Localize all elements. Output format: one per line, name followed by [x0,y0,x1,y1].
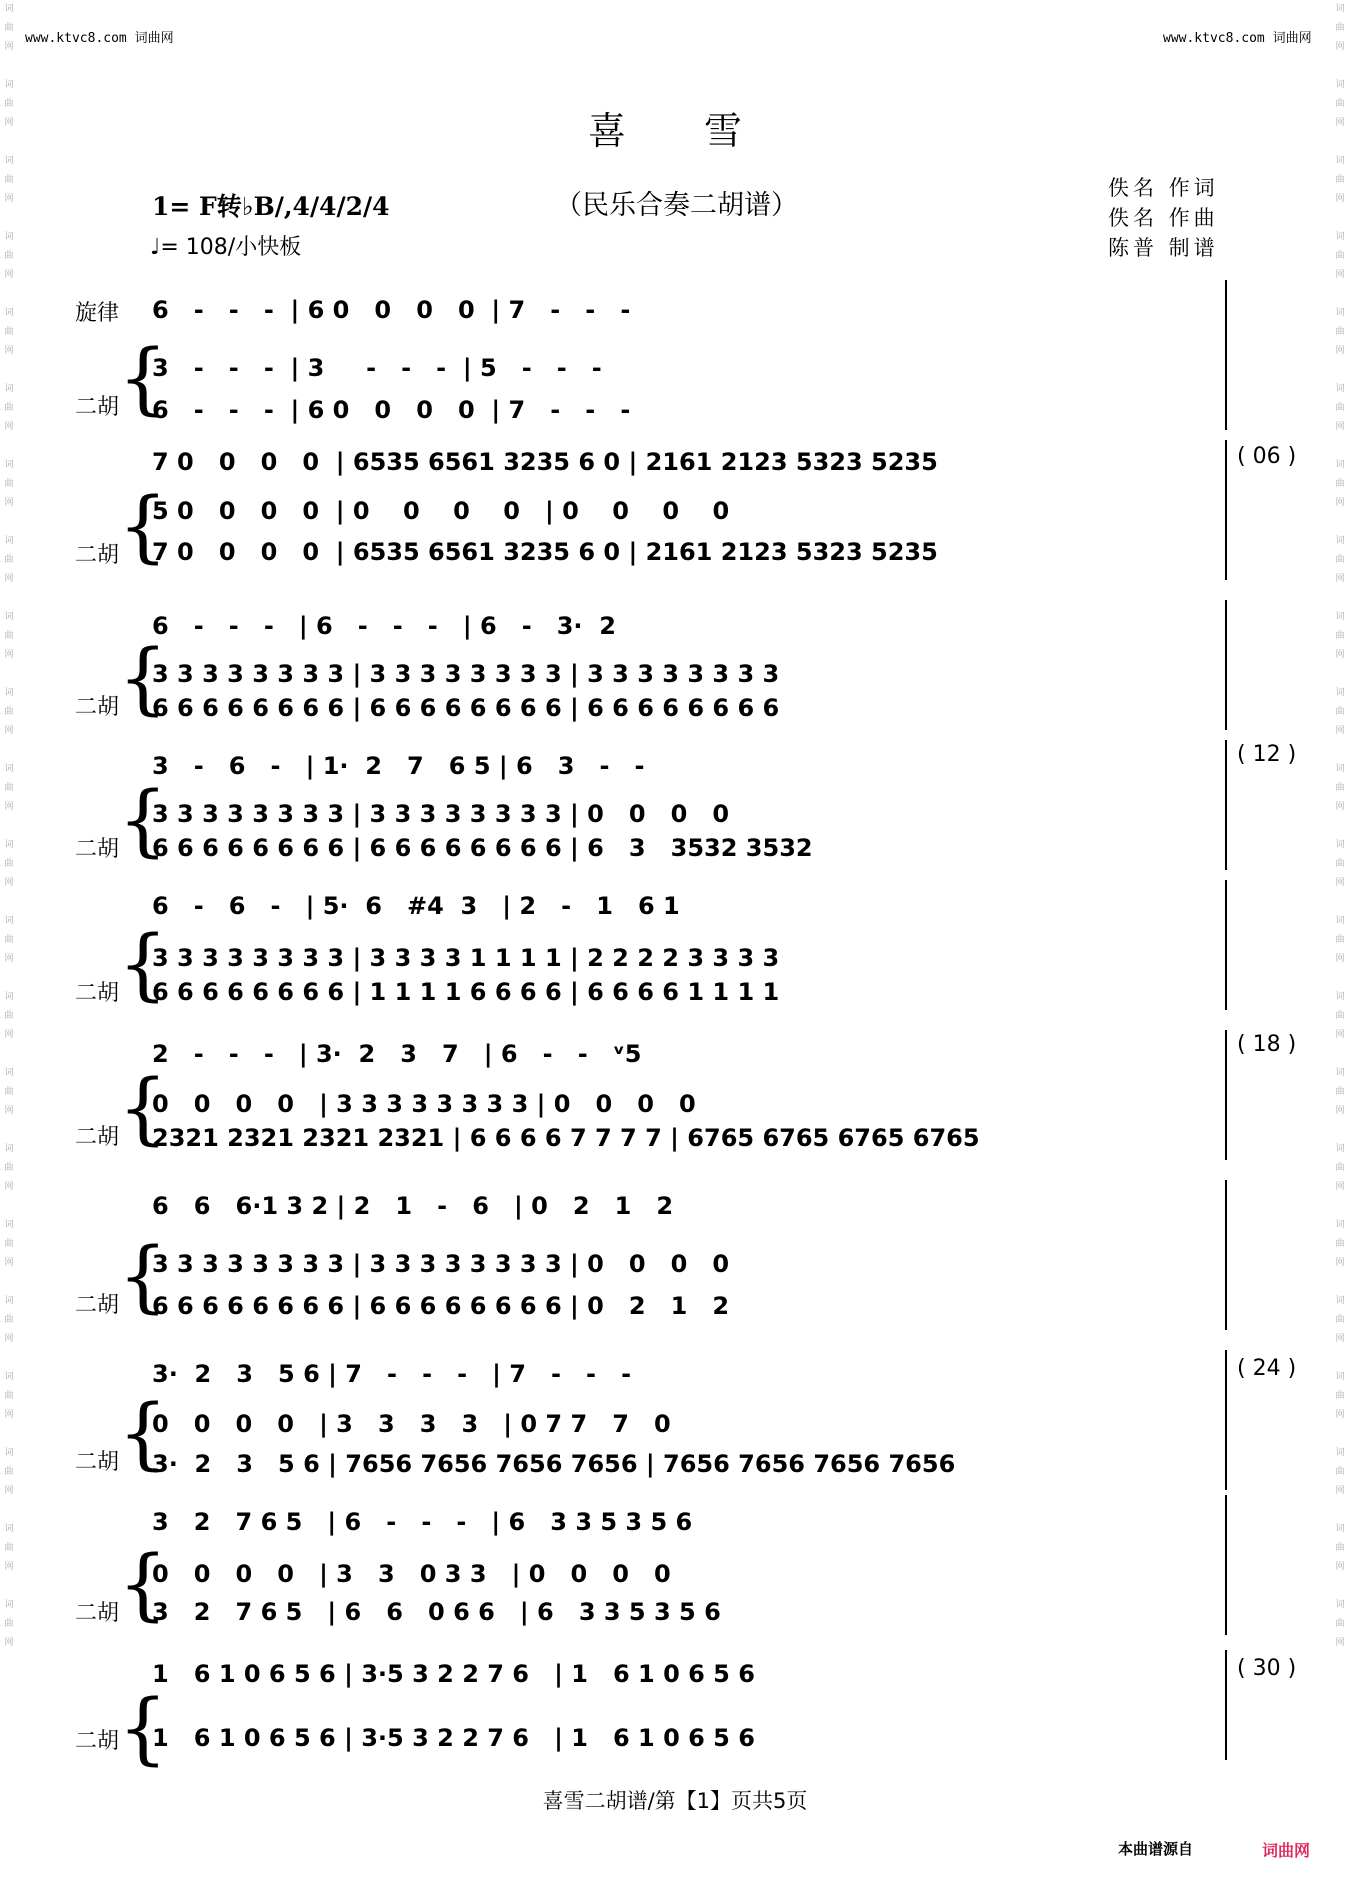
measure-number: ( 12 ) [1237,742,1297,767]
erhu-lower-row: 6 6 6 6 6 6 6 6 | 1 1 1 1 6 6 6 6 | 6 6 6 6 1 1 1 1 [152,978,780,1006]
measure-number: ( 06 ) [1237,444,1297,469]
final-barline [1225,880,1227,1010]
melody-row: 3 - 6 - | 1· 2 7 6 5 | 6 3 - - [152,752,645,780]
melody-row: 6 - - - | 6 - - - | 6 - 3· 2 [152,612,616,640]
measure-number: ( 24 ) [1237,1356,1297,1381]
erhu-label: 二胡 [75,1293,120,1318]
measure-number: ( 30 ) [1237,1656,1297,1681]
staff-brace: { [118,1389,168,1479]
erhu-label: 二胡 [75,981,120,1006]
measure-number: ( 18 ) [1237,1032,1297,1057]
final-barline [1225,1650,1227,1760]
staff-brace: { [118,1684,168,1774]
erhu-lower-row: 3· 2 3 5 6 | 7656 7656 7656 7656 | 7656 7656 7656 7656 [152,1450,956,1478]
final-barline [1225,280,1227,430]
erhu-lower-row: 7 0 0 0 0 | 6535 6561 3235 6 0 | 2161 2123 5323 5235 [152,538,938,566]
final-barline [1225,740,1227,870]
staff-brace: { [118,920,168,1010]
erhu-label: 二胡 [75,1450,120,1475]
erhu-lower-row: 6 6 6 6 6 6 6 6 | 6 6 6 6 6 6 6 6 | 6 3 3532 3532 [152,834,813,862]
erhu-upper-row: 0 0 0 0 | 3 3 3 3 3 3 3 3 | 0 0 0 0 [152,1090,696,1118]
staff-brace: { [118,1540,168,1630]
melody-row: 6 - - - | 6 0 0 0 0 | 7 - - - [152,296,631,324]
erhu-label: 二胡 [75,395,120,420]
erhu-label: 二胡 [75,837,120,862]
page-info: 喜雪二胡谱/第【1】页共5页 [542,1789,808,1813]
final-barline [1225,600,1227,730]
source-logo[interactable]: 词曲网 [1262,1841,1311,1860]
staff-brace: { [118,482,168,572]
staff-brace: { [118,1232,168,1322]
erhu-upper-row: 0 0 0 0 | 3 3 0 3 3 | 0 0 0 0 [152,1560,671,1588]
lyricist-credit: 佚名 作词 [1108,176,1219,200]
final-barline [1225,1495,1227,1635]
final-barline [1225,1350,1227,1490]
melody-row: 6 - 6 - | 5· 6 #4 3 | 2 - 1 6 1 [152,892,680,920]
melody-row: 2 - - - | 3· 2 3 7 | 6 - - ᵛ5 [152,1040,642,1068]
erhu-label: 二胡 [75,1729,120,1754]
erhu-label: 二胡 [75,695,120,720]
erhu-upper-row: 5 0 0 0 0 | 0 0 0 0 | 0 0 0 0 [152,497,730,525]
score-subtitle: （民乐合奏二胡谱） [555,190,798,221]
melody-row: 3 2 7 6 5 | 6 - - - | 6 3 3 5 3 5 6 [152,1508,693,1536]
erhu-upper-row: 3 3 3 3 3 3 3 3 | 3 3 3 3 3 3 3 3 | 3 3 3 3 3 3 3 3 [152,660,780,688]
erhu-label: 二胡 [75,1125,120,1150]
score-title: 喜 雪 [587,109,762,153]
staff-brace: { [118,334,168,424]
erhu-upper-row: 0 0 0 0 | 3 3 3 3 | 0 7 7 7 0 [152,1410,671,1438]
erhu-label: 二胡 [75,1601,120,1626]
melody-label: 旋律 [75,301,120,326]
melody-row: 6 6 6·1 3 2 | 2 1 - 6 | 0 2 1 2 [152,1192,674,1220]
key-signature: 1= F转♭B/,4/4/2/4 [152,192,390,221]
staff-brace: { [118,634,168,724]
tempo-marking: ♩= 108/小快板 [150,235,302,260]
side-watermark-right: 词 曲 网 词 曲 网 词 曲 网 词 曲 网 词 曲 网 词 曲 网 词 曲 网 词 曲 网 词 曲 网 词 曲 网 词 曲 网 词 曲 网 词 曲 网 词 曲 网 词 曲 网 词 曲 网 词 曲 网 词 曲 网 词 曲 网 词 曲 网 词 曲 网 词 曲 网 [1335,4,1345,1648]
erhu-upper-row: 3 3 3 3 3 3 3 3 | 3 3 3 3 3 3 3 3 | 0 0 0 0 [152,800,730,828]
erhu-lower-row: 6 6 6 6 6 6 6 6 | 6 6 6 6 6 6 6 6 | 0 2 1 2 [152,1292,730,1320]
erhu-lower-row: 6 - - - | 6 0 0 0 0 | 7 - - - [152,396,631,424]
arranger-credit: 陈普 制谱 [1108,236,1219,260]
erhu-label: 二胡 [75,543,120,568]
erhu-upper-row: 3 - - - | 3 - - - | 5 - - - [152,354,602,382]
erhu-lower-row: 2321 2321 2321 2321 | 6 6 6 6 7 7 7 7 | 6765 6765 6765 6765 [152,1124,980,1152]
erhu-row: 1 6 1 0 6 5 6 | 3·5 3 2 2 7 6 | 1 6 1 0 6 5 6 [152,1724,755,1752]
melody-row: 7 0 0 0 0 | 6535 6561 3235 6 0 | 2161 2123 5323 5235 [152,448,938,476]
melody-row: 3· 2 3 5 6 | 7 - - - | 7 - - - [152,1360,632,1388]
erhu-lower-row: 6 6 6 6 6 6 6 6 | 6 6 6 6 6 6 6 6 | 6 6 6 6 6 6 6 6 [152,694,780,722]
melody-row: 1 6 1 0 6 5 6 | 3·5 3 2 2 7 6 | 1 6 1 0 6 5 6 [152,1660,755,1688]
erhu-lower-row: 3 2 7 6 5 | 6 6 0 6 6 | 6 3 3 5 3 5 6 [152,1598,721,1626]
site-url-right[interactable]: www.ktvc8.com 词曲网 [1163,31,1312,46]
erhu-upper-row: 3 3 3 3 3 3 3 3 | 3 3 3 3 1 1 1 1 | 2 2 2 2 3 3 3 3 [152,944,780,972]
composer-credit: 佚名 作曲 [1108,206,1219,230]
source-label: 本曲谱源自 [1118,1840,1194,1858]
erhu-upper-row: 3 3 3 3 3 3 3 3 | 3 3 3 3 3 3 3 3 | 0 0 0 0 [152,1250,730,1278]
final-barline [1225,440,1227,580]
final-barline [1225,1180,1227,1330]
staff-brace: { [118,1064,168,1154]
staff-brace: { [118,776,168,866]
final-barline [1225,1030,1227,1160]
side-watermark-left: 词 曲 网 词 曲 网 词 曲 网 词 曲 网 词 曲 网 词 曲 网 词 曲 网 词 曲 网 词 曲 网 词 曲 网 词 曲 网 词 曲 网 词 曲 网 词 曲 网 词 曲 网 词 曲 网 词 曲 网 词 曲 网 词 曲 网 词 曲 网 词 曲 网 词 曲 网 [4,4,14,1648]
site-url-left[interactable]: www.ktvc8.com 词曲网 [25,31,174,46]
